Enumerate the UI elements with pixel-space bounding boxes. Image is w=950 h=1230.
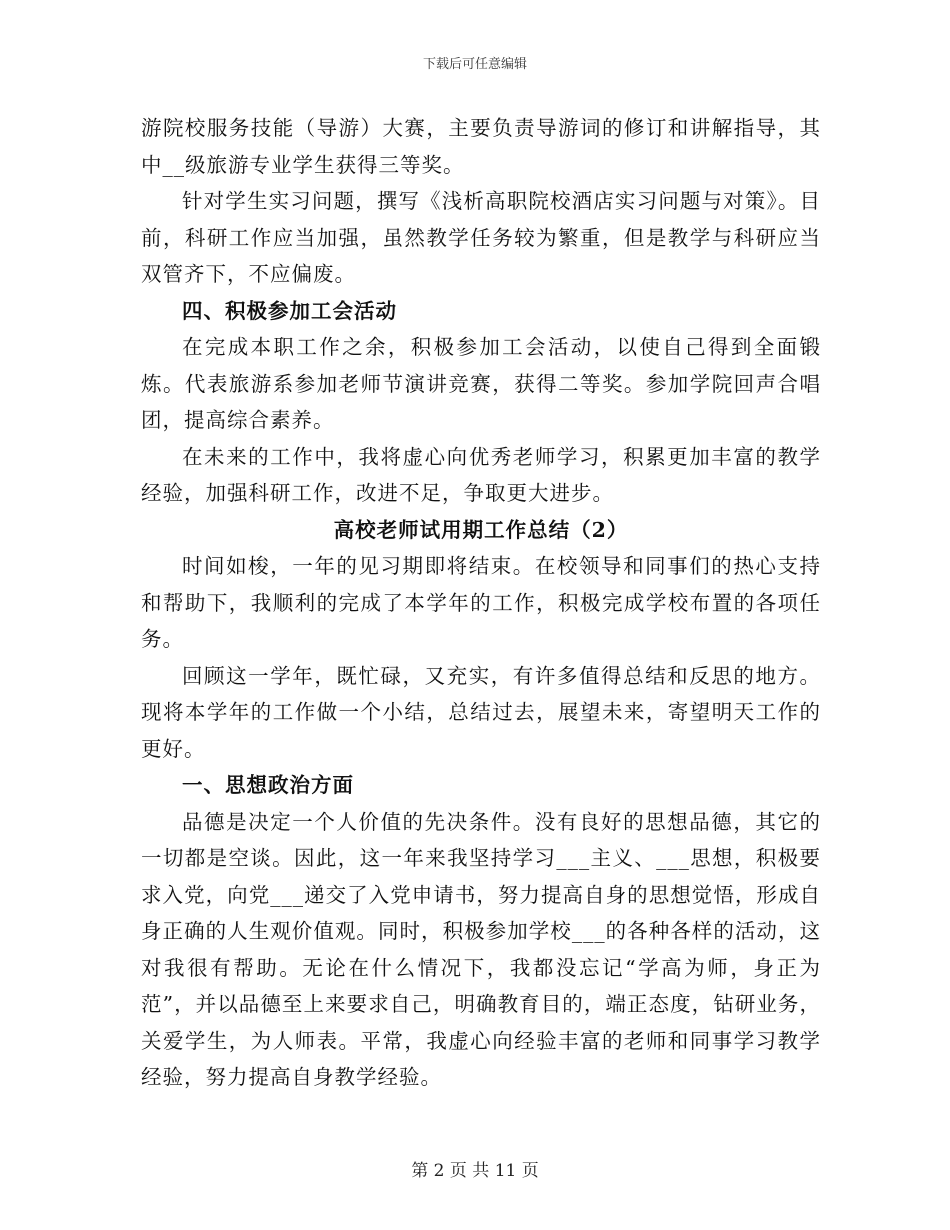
paragraph: 在完成本职工作之余，积极参加工会活动，以使自己得到全面锻炼。代表旅游系参加老师节演讲竞赛，获得二等奖。参加学院回声合唱团，提高综合素养。 (141, 335, 821, 432)
document-body (141, 110, 821, 1096)
document-title: 高校老师试用期工作总结（2） (333, 517, 629, 542)
page-header: 下载后可任意编辑 (422, 57, 527, 72)
page-number: 第 2 页 共 11 页 (411, 1161, 539, 1181)
paragraph: 游院校服务技能（导游）大赛，主要负责导游词的修订和讲解指导，其中__级旅游专业学生获得三等奖。 (141, 116, 821, 177)
paragraph: 回顾这一学年，既忙碌，又充实，有许多值得总结和反思的地方。现将本学年的工作做一个小结，总结过去，展望未来，寄望明天工作的更好。 (141, 663, 821, 761)
paragraph: 品德是决定一个人价值的先决条件。没有良好的思想品德，其它的一切都是空谈。因此，这一年来我坚持学习___主义、___思想，积极要求入党，向党___递交了入党申请书，努力提高自身的思想觉悟，形成自身正确的人生观价值观。同时，积极参加学校___的各种各样的活动，这对我很有帮助。无论在什么情况下，我都没忘记“学高为师，身正为范”，并以品德至上来要求自己，明确教育目的，端正态度，钻研业务，关爱学生，为人师表。平常，我虚心向经验丰富的老师和同事学习教学经验，努力提高自身教学经验。 (141, 809, 821, 1089)
paragraph: 针对学生实习问题，撰写《浅析高职院校酒店实习问题与对策》。目前，科研工作应当加强，虽然教学任务较为繁重，但是教学与科研应当双管齐下，不应偏废。 (141, 189, 821, 286)
paragraph: 在未来的工作中，我将虚心向优秀老师学习，积累更加丰富的教学经验，加强科研工作，改进不足，争取更大进步。 (141, 444, 821, 505)
section-heading: 四、积极参加工会活动 (182, 298, 397, 323)
section-heading: 一、思想政治方面 (182, 773, 354, 797)
paragraph: 时间如梭，一年的见习期即将结束。在校领导和同事们的热心支持和帮助下，我顺利的完成了本学年的工作，积极完成学校布置的各项任务。 (141, 554, 821, 651)
